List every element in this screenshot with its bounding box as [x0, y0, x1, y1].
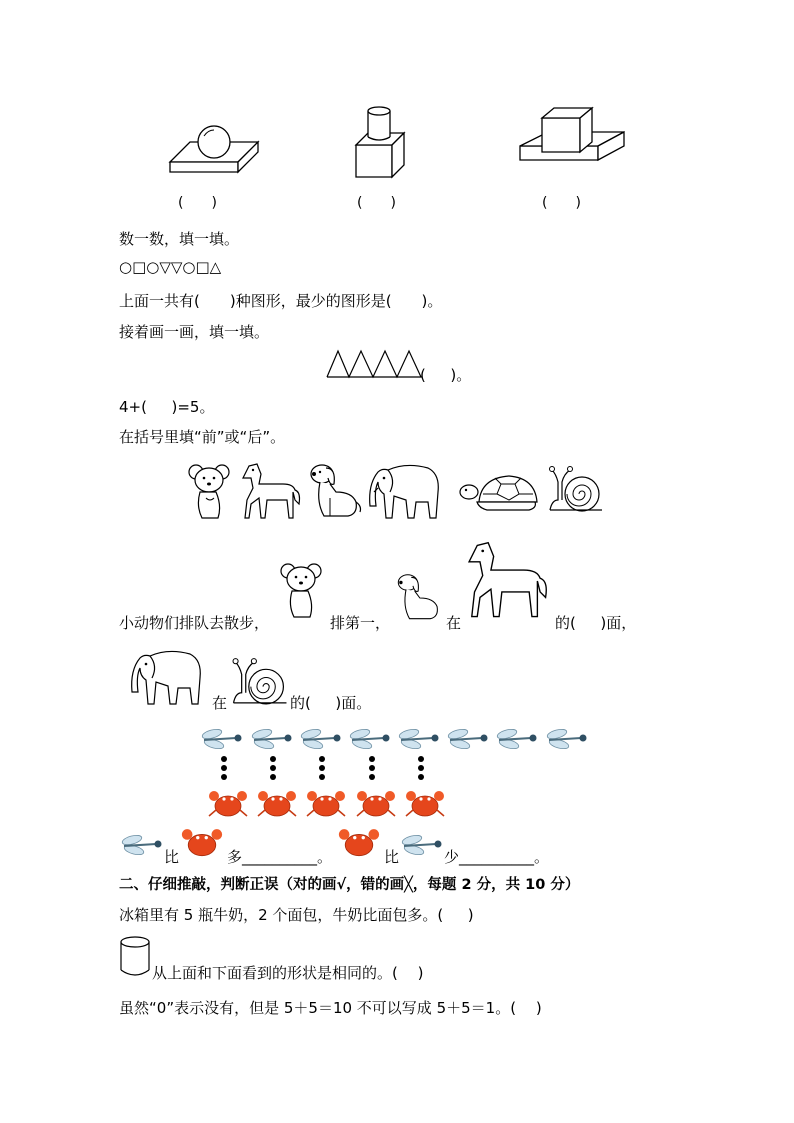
compare-shao: 少__________。	[444, 848, 550, 866]
face-text-2: 的( )面。	[290, 694, 372, 712]
face-text-1: 的( )面，	[555, 614, 637, 632]
answer-paren-1: ( )	[178, 195, 217, 211]
answer-paren-3: ( )	[542, 195, 581, 211]
compare-bi-2: 比	[384, 848, 400, 866]
dog-icon-inline	[394, 570, 444, 626]
judge-question-1: 冰箱里有 5 瓶牛奶，2 个面包，牛奶比面包多。( )	[119, 906, 474, 924]
judge-question-2: 从上面和下面看到的形状是相同的。( )	[152, 964, 424, 982]
draw-blank: ( )。	[420, 366, 472, 384]
horse-icon	[239, 462, 304, 522]
crab-icon-compare-2	[337, 826, 381, 862]
elephant-icon	[366, 460, 442, 522]
dot-columns	[218, 756, 438, 782]
horse-icon-inline	[462, 540, 554, 622]
answer-paren-2: ( )	[357, 195, 396, 211]
triangle-pattern-icon	[326, 350, 422, 378]
shape-sequence: ○□○▽▽○□△	[119, 258, 222, 276]
koala-icon	[188, 462, 233, 522]
snail-icon	[548, 460, 604, 515]
at-text-1: 在	[446, 614, 462, 632]
cube-on-slab-icon	[518, 108, 628, 168]
order-instruction: 在括号里填“前”或“后”。	[119, 428, 286, 446]
dragonfly-icon-compare-2	[400, 830, 444, 860]
draw-instruction: 接着画一画，填一填。	[119, 323, 270, 341]
sphere-on-slab-icon	[168, 120, 263, 180]
dragonfly-icon-compare-1	[120, 830, 164, 860]
compare-bi-1: 比	[164, 848, 180, 866]
turtle-icon	[459, 472, 541, 516]
crab-row	[208, 788, 448, 822]
dragonfly-row	[200, 724, 600, 754]
crab-icon-compare-1	[180, 826, 224, 862]
equation-question: 4+( )=5。	[119, 398, 215, 416]
elephant-icon-inline	[122, 646, 210, 708]
count-instruction: 数一数，填一填。	[119, 230, 240, 248]
compare-duo: 多__________。	[227, 848, 333, 866]
snail-icon-inline	[230, 652, 290, 708]
section2-heading: 二、仔细推敲，判断正误（对的画√，错的画╳，每题 2 分，共 10 分）	[119, 877, 580, 893]
first-text: 排第一，	[330, 614, 391, 632]
judge-question-3: 虽然“0”表示没有，但是 5＋5＝10 不可以写成 5＋5＝1。( )	[119, 999, 542, 1017]
cylinder-on-cube-icon	[352, 105, 407, 180]
koala-icon-inline	[280, 560, 325, 622]
count-question: 上面一共有( )种图形，最少的图形是( )。	[119, 292, 443, 310]
cylinder-icon	[119, 935, 151, 977]
walk-text: 小动物们排队去散步，	[119, 614, 270, 632]
dog-icon	[306, 462, 364, 522]
at-text-2: 在	[212, 694, 228, 712]
